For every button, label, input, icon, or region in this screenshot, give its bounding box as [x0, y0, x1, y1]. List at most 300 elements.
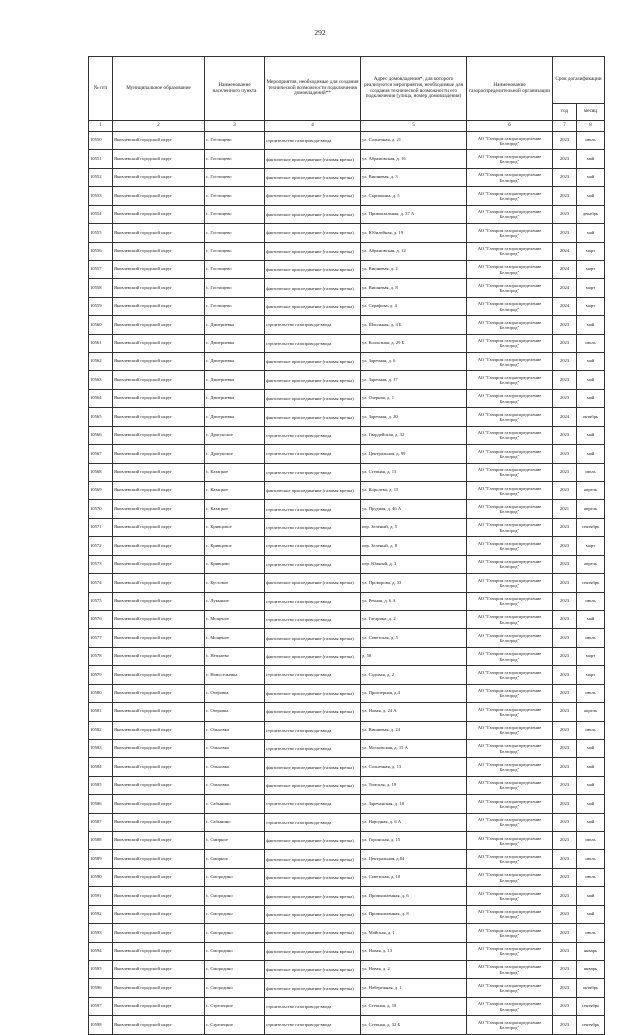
- cell-month: сентябрь: [577, 1016, 605, 1034]
- column-number: 7: [553, 121, 577, 132]
- column-number: 3: [205, 121, 265, 132]
- cell-number: 10589: [89, 850, 113, 868]
- table-row: [89, 132, 605, 150]
- cell-organization: АО "Газпром газораспределение Белгород": [467, 868, 553, 886]
- table-row: [89, 555, 605, 573]
- cell-address: ул. Томская, д. 19: [361, 776, 467, 794]
- cell-address: ул. Серафова, д. 4: [361, 297, 467, 315]
- cell-locality: с. Гостищево: [205, 242, 265, 260]
- column-number: 2: [113, 121, 205, 132]
- cell-organization: АО "Газпром газораспределение Белгород": [467, 942, 553, 960]
- cell-organization: АО "Газпром газораспределение Белгород": [467, 776, 553, 794]
- cell-organization: АО "Газпром газораспределение Белгород": [467, 850, 553, 868]
- cell-activity: фактическое присоединение (газовая врезка): [265, 353, 361, 371]
- table-row: [89, 795, 605, 813]
- cell-activity: фактическое присоединение (газовая врезка): [265, 260, 361, 278]
- cell-year: 2023: [553, 868, 577, 886]
- table-row: [89, 610, 605, 628]
- cell-municipality: Яковлевский городской округ: [113, 353, 205, 371]
- cell-number: 10591: [89, 887, 113, 905]
- cell-organization: АО "Газпром газораспределение Белгород": [467, 960, 553, 978]
- cell-address: ул. Садовая, д. 2: [361, 666, 467, 684]
- cell-organization: АО "Газпром газораспределение Белгород": [467, 205, 553, 223]
- cell-activity: фактическое присоединение (газовая врезка): [265, 647, 361, 665]
- cell-activity: фактическое присоединение (газовая врезка): [265, 629, 361, 647]
- cell-month: март: [577, 647, 605, 665]
- cell-year: 2023: [553, 758, 577, 776]
- cell-month: апрель: [577, 482, 605, 500]
- table-row: [89, 960, 605, 978]
- cell-organization: АО "Газпром газораспределение Белгород": [467, 666, 553, 684]
- cell-number: 10576: [89, 610, 113, 628]
- cell-year: 2023: [553, 537, 577, 555]
- cell-year: 2023: [553, 684, 577, 702]
- cell-address: ул. Абрамовская, д. 16: [361, 150, 467, 168]
- cell-number: 10552: [89, 168, 113, 186]
- cell-organization: АО "Газпром газораспределение Белгород": [467, 758, 553, 776]
- table-row: [89, 463, 605, 481]
- cell-locality: с. Сабынино: [205, 795, 265, 813]
- cell-organization: АО "Газпром газораспределение Белгород": [467, 408, 553, 426]
- cell-number: 10586: [89, 795, 113, 813]
- table-row: [89, 666, 605, 684]
- cell-number: 10577: [89, 629, 113, 647]
- cell-number: 10585: [89, 776, 113, 794]
- cell-year: 2024: [553, 408, 577, 426]
- cell-month: май: [577, 610, 605, 628]
- column-number: 6: [467, 121, 553, 132]
- cell-activity: строительство газопровода-ввода: [265, 666, 361, 684]
- cell-number: 10562: [89, 353, 113, 371]
- cell-municipality: Яковлевский городской округ: [113, 739, 205, 757]
- table-row: [89, 279, 605, 297]
- cell-address: ул. Прудная, д. 46 А: [361, 500, 467, 518]
- cell-number: 10554: [89, 205, 113, 223]
- cell-activity: фактическое присоединение (газовая врезка): [265, 979, 361, 997]
- cell-month: май: [577, 739, 605, 757]
- cell-address: ул. Проворова, д. 33: [361, 574, 467, 592]
- cell-year: 2023: [553, 960, 577, 978]
- cell-organization: АО "Газпром газораспределение Белгород": [467, 279, 553, 297]
- table-row: [89, 832, 605, 850]
- cell-municipality: Яковлевский городской округ: [113, 758, 205, 776]
- header-num: № п/п: [89, 57, 113, 121]
- cell-organization: АО "Газпром газораспределение Белгород": [467, 187, 553, 205]
- cell-locality: с. Гостищево: [205, 224, 265, 242]
- cell-locality: с. Гостищево: [205, 150, 265, 168]
- cell-month: май: [577, 795, 605, 813]
- cell-municipality: Яковлевский городской округ: [113, 703, 205, 721]
- cell-activity: фактическое присоединение (газовая врезка): [265, 684, 361, 702]
- header-month: месяц: [577, 104, 605, 121]
- cell-municipality: Яковлевский городской округ: [113, 187, 205, 205]
- cell-month: июль: [577, 850, 605, 868]
- cell-organization: АО "Газпром газораспределение Белгород": [467, 997, 553, 1015]
- cell-organization: АО "Газпром газораспределение Белгород": [467, 610, 553, 628]
- table-row: [89, 353, 605, 371]
- cell-locality: с. Казацкое: [205, 463, 265, 481]
- cell-activity: фактическое присоединение (газовая врезка): [265, 168, 361, 186]
- cell-month: май: [577, 887, 605, 905]
- cell-activity: фактическое присоединение (газовая врезка): [265, 574, 361, 592]
- cell-number: 10573: [89, 555, 113, 573]
- cell-address: ул. Новая, д. 24 А: [361, 703, 467, 721]
- cell-number: 10580: [89, 684, 113, 702]
- cell-locality: с. Мощеное: [205, 629, 265, 647]
- cell-locality: с. Стрелецкое: [205, 997, 265, 1015]
- table-row: [89, 242, 605, 260]
- cell-month: декабрь: [577, 205, 605, 223]
- table-row: [89, 297, 605, 315]
- cell-municipality: Яковлевский городской округ: [113, 960, 205, 978]
- cell-number: 10574: [89, 574, 113, 592]
- cell-number: 10555: [89, 224, 113, 242]
- cell-activity: строительство газопровода-ввода: [265, 334, 361, 352]
- cell-address: ул. Степная, д. 13: [361, 463, 467, 481]
- cell-month: март: [577, 242, 605, 260]
- cell-organization: АО "Газпром газораспределение Белгород": [467, 979, 553, 997]
- cell-address: ул. Гвардейская, д. 32: [361, 426, 467, 444]
- cell-activity: строительство газопровода-ввода: [265, 610, 361, 628]
- cell-year: 2023: [553, 942, 577, 960]
- cell-locality: с. Ольховка: [205, 758, 265, 776]
- cell-month: март: [577, 279, 605, 297]
- cell-activity: строительство газопровода-ввода: [265, 426, 361, 444]
- table-row: [89, 482, 605, 500]
- table-row: [89, 979, 605, 997]
- cell-municipality: Яковлевский городской округ: [113, 537, 205, 555]
- cell-year: 2023: [553, 574, 577, 592]
- cell-month: май: [577, 776, 605, 794]
- cell-locality: с. Смородино: [205, 887, 265, 905]
- cell-month: май: [577, 758, 605, 776]
- cell-organization: АО "Газпром газораспределение Белгород": [467, 334, 553, 352]
- cell-month: март: [577, 666, 605, 684]
- cell-locality: с. Казацкое: [205, 500, 265, 518]
- cell-month: июль: [577, 924, 605, 942]
- cell-month: июль: [577, 592, 605, 610]
- cell-organization: АО "Газпром газораспределение Белгород": [467, 224, 553, 242]
- cell-locality: с. Гостищево: [205, 297, 265, 315]
- column-number: 4: [265, 121, 361, 132]
- cell-address: ул. Заречная, д. 6: [361, 353, 467, 371]
- cell-municipality: Яковлевский городской округ: [113, 887, 205, 905]
- cell-address: ул. Народная, д. 6 А: [361, 813, 467, 831]
- table-row: [89, 389, 605, 407]
- cell-address: ул. Озерная, д. 1: [361, 389, 467, 407]
- cell-locality: с. Смирное: [205, 832, 265, 850]
- table-row: [89, 868, 605, 886]
- cell-municipality: Яковлевский городской округ: [113, 426, 205, 444]
- cell-activity: фактическое присоединение (газовая врезка): [265, 297, 361, 315]
- cell-month: апрель: [577, 703, 605, 721]
- cell-address: ул. Советская, д. 5: [361, 629, 467, 647]
- cell-year: 2023: [553, 610, 577, 628]
- cell-activity: строительство газопровода-ввода: [265, 537, 361, 555]
- cell-number: 10561: [89, 334, 113, 352]
- cell-municipality: Яковлевский городской округ: [113, 445, 205, 463]
- cell-month: январь: [577, 942, 605, 960]
- cell-organization: АО "Газпром газораспределение Белгород": [467, 371, 553, 389]
- cell-month: март: [577, 260, 605, 278]
- cell-number: 10582: [89, 721, 113, 739]
- cell-month: сентябрь: [577, 518, 605, 536]
- cell-address: ул. Промышленная, д. 6: [361, 887, 467, 905]
- column-number: 1: [89, 121, 113, 132]
- cell-month: май: [577, 389, 605, 407]
- cell-month: сентябрь: [577, 997, 605, 1015]
- cell-activity: фактическое присоединение (газовая врезка): [265, 279, 361, 297]
- cell-organization: АО "Газпром газораспределение Белгород": [467, 574, 553, 592]
- cell-year: 2023: [553, 905, 577, 923]
- table-row: [89, 205, 605, 223]
- cell-locality: с. Дмитриевка: [205, 353, 265, 371]
- cell-address: ул. Заречная, д. 17: [361, 371, 467, 389]
- cell-number: 10597: [89, 997, 113, 1015]
- cell-activity: фактическое присоединение (газовая врезка): [265, 389, 361, 407]
- cell-number: 10565: [89, 408, 113, 426]
- cell-month: апрель: [577, 500, 605, 518]
- cell-municipality: Яковлевский городской округ: [113, 168, 205, 186]
- cell-month: май: [577, 371, 605, 389]
- cell-month: июль: [577, 832, 605, 850]
- cell-month: апрель: [577, 555, 605, 573]
- table-row: [89, 942, 605, 960]
- cell-locality: с. Дмитриевка: [205, 316, 265, 334]
- cell-activity: строительство газопровода-ввода: [265, 592, 361, 610]
- cell-month: май: [577, 224, 605, 242]
- cell-address: ул. Юбилейная, д. 19: [361, 224, 467, 242]
- cell-year: 2023: [553, 353, 577, 371]
- cell-locality: с. Казацкое: [205, 482, 265, 500]
- cell-address: ул. Колхозная, д. 29 Б: [361, 334, 467, 352]
- cell-address: ул. Новая, д. 13: [361, 942, 467, 960]
- cell-year: 2023: [553, 132, 577, 150]
- cell-locality: с. Смирное: [205, 850, 265, 868]
- cell-organization: АО "Газпром газораспределение Белгород": [467, 389, 553, 407]
- cell-number: 10571: [89, 518, 113, 536]
- cell-number: 10583: [89, 739, 113, 757]
- cell-number: 10568: [89, 463, 113, 481]
- cell-year: 2023: [553, 316, 577, 334]
- cell-year: 2023: [553, 721, 577, 739]
- cell-activity: строительство газопровода-ввода: [265, 445, 361, 463]
- cell-locality: с. Драгунское: [205, 426, 265, 444]
- cell-organization: АО "Газпром газораспределение Белгород": [467, 150, 553, 168]
- cell-month: май: [577, 150, 605, 168]
- cell-locality: с. Стрелецкое: [205, 1016, 265, 1034]
- cell-organization: АО "Газпром газораспределение Белгород": [467, 242, 553, 260]
- cell-organization: АО "Газпром газораспределение Белгород": [467, 684, 553, 702]
- cell-year: 2023: [553, 168, 577, 186]
- cell-locality: с. Новосельевка: [205, 666, 265, 684]
- column-numbers-row: [89, 121, 605, 132]
- cell-municipality: Яковлевский городской округ: [113, 905, 205, 923]
- cell-number: 10588: [89, 832, 113, 850]
- cell-address: ул. Привокзальная, д. 37 А: [361, 205, 467, 223]
- table-row: [89, 371, 605, 389]
- cell-month: май: [577, 426, 605, 444]
- cell-year: 2023: [553, 1016, 577, 1034]
- cell-municipality: Яковлевский городской округ: [113, 260, 205, 278]
- cell-municipality: Яковлевский городской округ: [113, 334, 205, 352]
- cell-address: ул. Степная, д. 18: [361, 997, 467, 1015]
- cell-number: 10581: [89, 703, 113, 721]
- cell-month: май: [577, 168, 605, 186]
- cell-month: октябрь: [577, 408, 605, 426]
- cell-activity: строительство газопровода-ввода: [265, 463, 361, 481]
- cell-activity: фактическое присоединение (газовая врезка): [265, 224, 361, 242]
- cell-activity: фактическое присоединение (газовая врезка): [265, 832, 361, 850]
- cell-number: 10598: [89, 1016, 113, 1034]
- cell-year: 2023: [553, 205, 577, 223]
- cell-locality: с. Гостищево: [205, 260, 265, 278]
- cell-year: 2023: [553, 334, 577, 352]
- cell-address: ул. Школьная, д. 4 Б: [361, 316, 467, 334]
- table-row: [89, 850, 605, 868]
- cell-organization: АО "Газпром газораспределение Белгород": [467, 132, 553, 150]
- cell-year: 2023: [553, 463, 577, 481]
- cell-number: 10593: [89, 924, 113, 942]
- cell-organization: АО "Газпром газораспределение Белгород": [467, 887, 553, 905]
- cell-number: 10567: [89, 445, 113, 463]
- cell-number: 10587: [89, 813, 113, 831]
- cell-month: март: [577, 537, 605, 555]
- cell-activity: фактическое присоединение (газовая врезка): [265, 850, 361, 868]
- header-deadline: Срок догазификации: [553, 57, 605, 104]
- cell-year: 2024: [553, 297, 577, 315]
- cell-number: 10575: [89, 592, 113, 610]
- cell-locality: с. Дмитриевка: [205, 408, 265, 426]
- cell-activity: фактическое присоединение (газовая врезка): [265, 205, 361, 223]
- cell-locality: с. Дмитриевка: [205, 389, 265, 407]
- cell-locality: с. Драгунское: [205, 445, 265, 463]
- cell-address: ул. Московская, д. 15 А: [361, 739, 467, 757]
- cell-municipality: Яковлевский городской округ: [113, 555, 205, 573]
- cell-month: май: [577, 445, 605, 463]
- cell-year: 2023: [553, 629, 577, 647]
- cell-municipality: Яковлевский городской округ: [113, 776, 205, 794]
- page-number: 292: [314, 28, 326, 37]
- cell-year: 2024: [553, 279, 577, 297]
- cell-municipality: Яковлевский городской округ: [113, 482, 205, 500]
- cell-address: ул. Набережная, д. 1: [361, 979, 467, 997]
- cell-year: 2023: [553, 224, 577, 242]
- cell-locality: с. Дмитриевка: [205, 371, 265, 389]
- cell-year: 2023: [553, 795, 577, 813]
- cell-municipality: Яковлевский городской округ: [113, 279, 205, 297]
- cell-activity: строительство газопровода-ввода: [265, 316, 361, 334]
- table-row: [89, 592, 605, 610]
- cell-address: д. 50: [361, 647, 467, 665]
- header-activity: Мероприятия, необходимые для создания технической возможности подключения домовладений**: [265, 57, 361, 121]
- cell-activity: фактическое присоединение (газовая врезка): [265, 960, 361, 978]
- cell-address: ул. Промышленная, д. 8: [361, 905, 467, 923]
- cell-locality: с. Кустовое: [205, 574, 265, 592]
- cell-address: ул. Вишневая, д. 24: [361, 721, 467, 739]
- cell-municipality: Яковлевский городской округ: [113, 684, 205, 702]
- cell-activity: строительство газопровода-ввода: [265, 739, 361, 757]
- cell-number: 10594: [89, 942, 113, 960]
- cell-year: 2023: [553, 850, 577, 868]
- cell-locality: с. Озеровка: [205, 684, 265, 702]
- cell-month: июль: [577, 721, 605, 739]
- cell-organization: АО "Газпром газораспределение Белгород": [467, 297, 553, 315]
- cell-activity: фактическое присоединение (газовая врезка): [265, 758, 361, 776]
- cell-locality: с. Смородино: [205, 868, 265, 886]
- cell-activity: строительство газопровода-ввода: [265, 518, 361, 536]
- cell-municipality: Яковлевский городской округ: [113, 500, 205, 518]
- cell-number: 10584: [89, 758, 113, 776]
- cell-activity: фактическое присоединение (газовая врезка): [265, 868, 361, 886]
- cell-number: 10553: [89, 187, 113, 205]
- table-row: [89, 739, 605, 757]
- cell-organization: АО "Газпром газораспределение Белгород": [467, 537, 553, 555]
- cell-municipality: Яковлевский городской округ: [113, 389, 205, 407]
- cell-locality: с. Ольховка: [205, 776, 265, 794]
- table-row: [89, 684, 605, 702]
- cell-locality: с. Дмитриевка: [205, 334, 265, 352]
- table-row: [89, 721, 605, 739]
- cell-locality: с. Сабынино: [205, 813, 265, 831]
- cell-year: 2023: [553, 592, 577, 610]
- cell-year: 2023: [553, 813, 577, 831]
- cell-organization: АО "Газпром газораспределение Белгород": [467, 647, 553, 665]
- cell-address: ул. Советская, д. 10: [361, 868, 467, 886]
- cell-address: ул. Горонская, д. 15: [361, 832, 467, 850]
- cell-number: 10596: [89, 979, 113, 997]
- cell-organization: АО "Газпром газораспределение Белгород": [467, 463, 553, 481]
- cell-activity: фактическое присоединение (газовая врезка): [265, 703, 361, 721]
- table-row: [89, 168, 605, 186]
- cell-year: 2023: [553, 832, 577, 850]
- cell-address: ул. Новая, д. 2: [361, 960, 467, 978]
- table-row: [89, 518, 605, 536]
- cell-year: 2023: [553, 555, 577, 573]
- cell-month: май: [577, 813, 605, 831]
- cell-year: 2023: [553, 445, 577, 463]
- table-row: [89, 776, 605, 794]
- table-row: [89, 150, 605, 168]
- cell-year: 2023: [553, 887, 577, 905]
- cell-year: 2023: [553, 979, 577, 997]
- cell-municipality: Яковлевский городской округ: [113, 574, 205, 592]
- cell-organization: АО "Газпром газораспределение Белгород": [467, 905, 553, 923]
- cell-organization: АО "Газпром газораспределение Белгород": [467, 518, 553, 536]
- cell-municipality: Яковлевский городской округ: [113, 132, 205, 150]
- cell-locality: с. Ольховка: [205, 739, 265, 757]
- table-row: [89, 924, 605, 942]
- cell-activity: строительство газопровода-ввода: [265, 997, 361, 1015]
- cell-number: 10558: [89, 279, 113, 297]
- table-row: [89, 537, 605, 555]
- cell-activity: строительство газопровода-ввода: [265, 721, 361, 739]
- cell-activity: фактическое присоединение (газовая врезка): [265, 371, 361, 389]
- cell-municipality: Яковлевский городской округ: [113, 979, 205, 997]
- cell-activity: строительство газопровода-ввода: [265, 795, 361, 813]
- table-row: [89, 758, 605, 776]
- cell-number: 10563: [89, 371, 113, 389]
- cell-municipality: Яковлевский городской округ: [113, 463, 205, 481]
- cell-locality: с. Гостищево: [205, 187, 265, 205]
- cell-locality: с. Смородино: [205, 960, 265, 978]
- cell-month: июль: [577, 132, 605, 150]
- cell-organization: АО "Газпром газораспределение Белгород": [467, 445, 553, 463]
- cell-organization: АО "Газпром газораспределение Белгород": [467, 260, 553, 278]
- cell-address: ул. Солнечная, д. 21: [361, 132, 467, 150]
- cell-address: пер. Южный, д. 3: [361, 555, 467, 573]
- cell-organization: АО "Газпром газораспределение Белгород": [467, 353, 553, 371]
